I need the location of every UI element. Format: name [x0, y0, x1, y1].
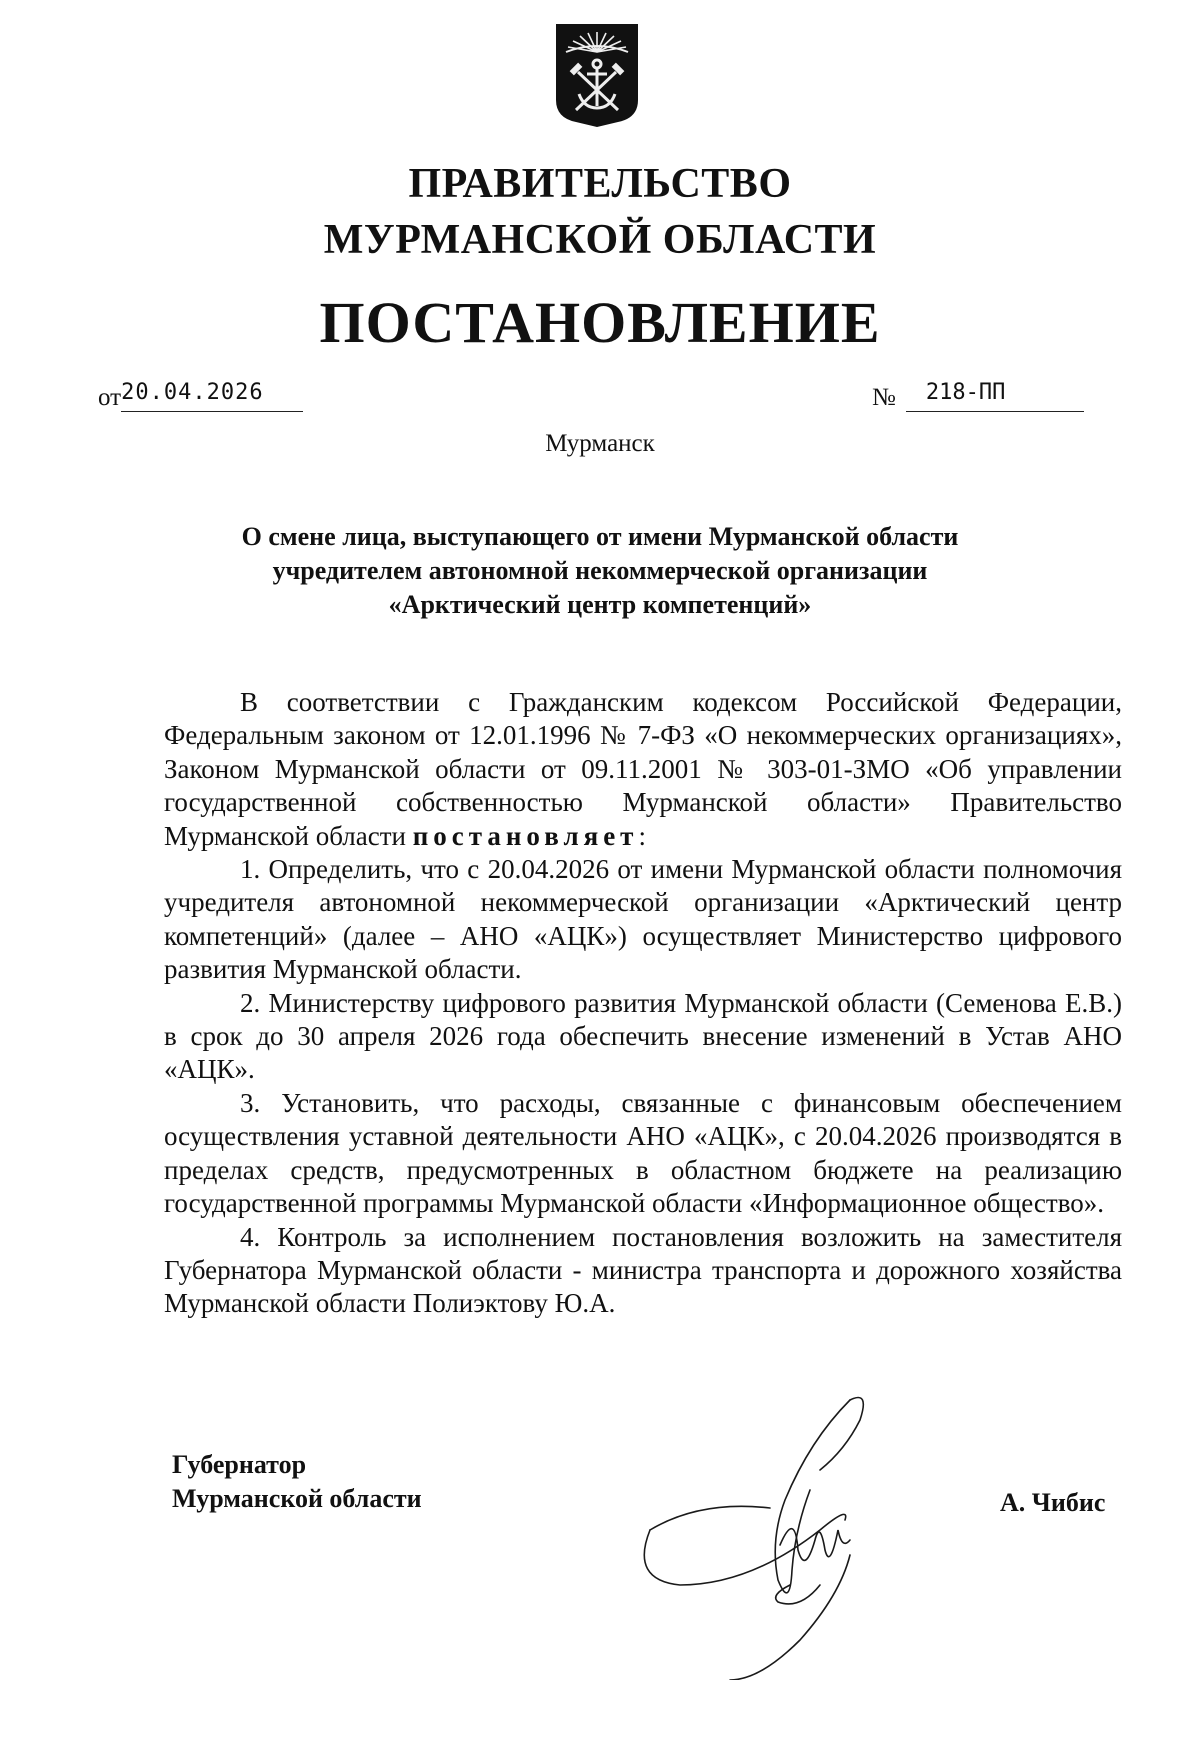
item-4: 4. Контроль за исполнением постановления возложить на заместителя Губернатора Мурманской области - министра транспорта и дорожного хозяйства Мурманской области Полиэктову Ю.А.: [164, 1221, 1122, 1319]
coat-of-arms-icon: [554, 22, 640, 128]
number-prefix: №: [872, 384, 896, 411]
handwritten-signature-icon: [620, 1380, 940, 1680]
number-field: [872, 380, 1084, 412]
subject-line3: «Арктический центр компетенций»: [388, 590, 812, 619]
gov-title-line1: ПРАВИТЕЛЬСТВО: [408, 161, 792, 207]
position-line2: Мурманской области: [172, 1484, 422, 1513]
document-body: [164, 686, 1122, 1321]
date-field: [98, 380, 303, 412]
gov-title-line2: МУРМАНСКОЙ ОБЛАСТИ: [323, 217, 877, 263]
date-prefix: от: [98, 384, 122, 411]
position-line1: Губернатор: [172, 1450, 307, 1479]
item-1: 1. Определить, что с 20.04.2026 от имени Мурманской области полномочия учредителя автономной некоммерческой организации «Арктический центр компетенций» (далее – АНО «АЦК») осуществляет Министерство цифрового развития Мурманской области.: [164, 854, 1122, 985]
preamble-text: В соответствии с Гражданским кодексом Российской Федерации, Федеральным законом от 12.01.1996 № 7-ФЗ «О некоммерческих организациях», Законом Мурманской области от 09.11.2001 № 303-01-ЗМО «Об управлении государственной собственностью Мурманской области» Правительство Мурманской области: [164, 687, 1122, 851]
item-2: 2. Министерству цифрового развития Мурманской области (Семенова Е.В.) в срок до 30 апреля 2026 года обеспечить внесение изменений в Устав АНО «АЦК».: [164, 987, 1122, 1085]
subject-line1: О смене лица, выступающего от имени Мурманской области: [241, 522, 959, 551]
preamble-paragraph: [164, 686, 1122, 853]
document-type: ПОСТАНОВЛЕНИЕ: [319, 290, 881, 355]
item-3: 3. Установить, что расходы, связанные с финансовым обеспечением осуществления уставной деятельности АНО «АЦК», с 20.04.2026 производятся в пределах средств, предусмотренных в областном бюджете на реализацию государственной программы Мурманской области «Информационное общество».: [164, 1087, 1122, 1219]
date-value: 20.04.2026: [121, 380, 303, 412]
government-title: [0, 156, 1200, 268]
number-value: 218-ПП: [906, 380, 1084, 412]
subject-line2: учредителем автономной некоммерческой организации: [272, 556, 928, 585]
document-subject: [0, 520, 1200, 622]
city: Мурманск: [545, 430, 655, 457]
signatory-name: А. Чибис: [1000, 1488, 1106, 1517]
signatory-position: [172, 1448, 422, 1516]
decree-tail: :: [638, 820, 646, 851]
decree-word: постановляет: [412, 820, 639, 851]
